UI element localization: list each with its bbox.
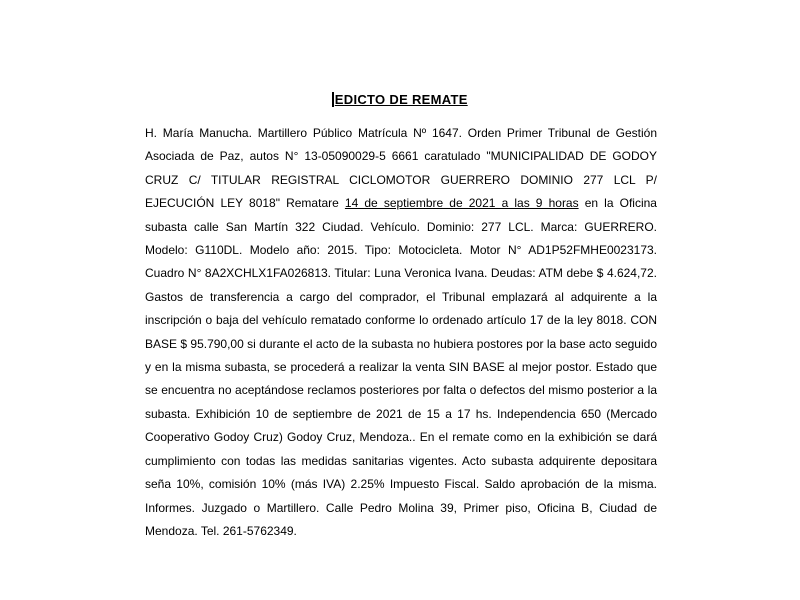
edict-paragraph [145, 122, 657, 543]
text-cursor [332, 92, 334, 107]
document-title-row [0, 92, 800, 108]
paragraph-segment: en la Oficina subasta calle San Martín 322 Ciudad. Vehículo. Dominio: 277 LCL. Marca: GUERRERO. Modelo: G110DL. Modelo año: 2015. Tipo: Motocicleta. Motor N° AD1P52FMHE0023173. Cuadro N° 8A2XCHLX1FA026813. Titular: Luna Veronica Ivana. Deudas: ATM debe $ 4.624,72. Gastos de transferencia a cargo del comprador, el Tribunal emplazará al adquirente a la inscripción o baja del vehículo rematado conforme lo ordenado artículo 17 de la ley 8018. CON BASE $ 95.790,00 si durante el acto de la subasta no hubiera postores por la base acto seguido y en la misma subasta, se procederá a realizar la venta SIN BASE al mejor postor. Estado que se encuentra no aceptándose reclamos posteriores por falta o defectos del mismo posterior a la subasta. Exhibición 10 de septiembre de 2021 de 15 a 17 hs. Independencia 650 (Mercado Cooperativo Godoy Cruz) Godoy Cruz, Mendoza.. En el remate como en la exhibición se dará cumplimiento con todas las medidas sanitarias vigentes. Acto subasta adquirente depositara seña 10%, comisión 10% (más IVA) 2.25% Impuesto Fiscal. Saldo aprobación de la misma. Informes. Juzgado o Martillero. Calle Pedro Molina 39, Primer piso, Oficina B, Ciudad de Mendoza. Tel. 261-5762349. [145, 196, 657, 538]
auction-date-underlined: 14 de septiembre de 2021 a las 9 horas [344, 196, 579, 211]
page-title: EDICTO DE REMATE [334, 92, 468, 107]
paragraph-segment: H. María Manucha. Martillero Público Matrícula Nº 1647. Orden Primer Tribunal de Gestión Asociada de Paz, autos N° 13-05090029-5 6661 caratulado "MUNICIPALIDAD DE GODOY CRUZ C/ TITULAR REGISTRAL CICLOMOTOR GUERRERO DOMINIO 277 LCL P/ EJECUCIÓN LEY 8018" Rematare [145, 126, 657, 211]
